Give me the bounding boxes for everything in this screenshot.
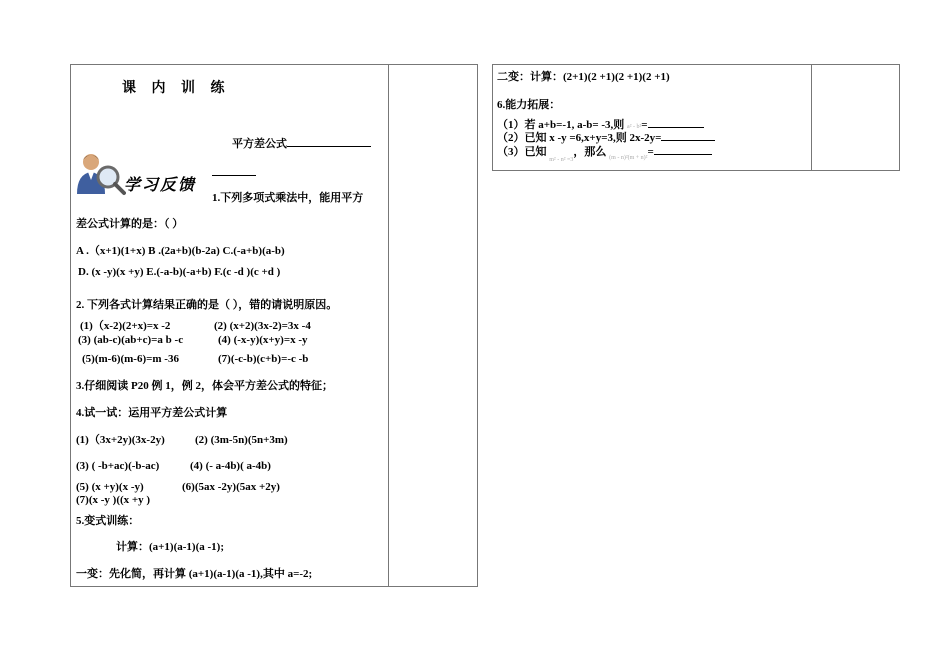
q2-item1: (1)（x-2)(2+x)=x -2 <box>80 320 171 332</box>
q5-title: 5.变式训练： <box>76 515 140 527</box>
q5-variant1: 一变：先化简，再计算 (a+1)(a-1)(a -1),其中 a=-2; <box>76 568 313 580</box>
variant2-text: 二变：计算：(2+1)(2 +1)(2 +1)(2 +1) <box>497 71 670 83</box>
q4-item3: (3) ( -b+ac)(-b-ac) <box>76 460 160 472</box>
q6-item3-condition: m² - n² =3 <box>549 157 574 163</box>
q6-item3-mid: ，那么 <box>573 146 607 158</box>
right-table-divider <box>811 64 812 171</box>
q3-text: 3.仔细阅读 P20 例 1，例 2，体会平方差公式的特征； <box>76 380 333 392</box>
q2-item7: (7)(-c-b)(c+b)=-c -b <box>218 353 309 365</box>
q6-item2-blank <box>661 140 715 141</box>
feedback-badge-text: 学习反馈 <box>124 175 197 194</box>
q6-item3-blank <box>654 154 712 155</box>
q2-item4: (4) (-x-y)(x+y)=x -y <box>218 334 308 346</box>
q1-line2: 差公式计算的是：（ ） <box>76 218 184 230</box>
section-title: 课 内 训 练 <box>122 81 231 96</box>
topic-line <box>232 137 371 151</box>
q4-title: 4.试一试：运用平方差公式计算 <box>76 407 228 419</box>
feedback-badge <box>74 150 206 196</box>
q2-item3: (3) (ab-c)(ab+c)=a b -c <box>78 334 184 346</box>
q4-item7: (7)(x -y )((x +y ) <box>76 494 151 506</box>
left-table-divider <box>388 64 389 587</box>
q2-intro: 2. 下列各式计算结果正确的是（ ），错的请说明原因。 <box>76 299 338 311</box>
q4-item4-part1: (4) (- <box>190 460 213 472</box>
topic-label: 平方差公式 <box>232 138 287 150</box>
q4-item5: (5) (x +y)(x -y) <box>76 481 144 493</box>
q2-item2: (2) (x+2)(3x-2)=3x -4 <box>214 320 311 332</box>
q4-item4-part2: a-4b)( <box>212 460 244 472</box>
q2-item5: (5)(m-6)(m-6)=m -36 <box>82 353 179 365</box>
q5-calc: 计算：(a+1)(a-1)(a -1); <box>116 541 224 553</box>
q1-options-row1: A .（x+1)(1+x) B .(2a+b)(b-2a) C.(-a+b)(a-b) <box>76 245 285 257</box>
q6-item3-text: （3）已知 <box>497 146 547 158</box>
q1-options-row2: D. (x -y)(x +y) E.(-a-b)(-a+b) F.(c -d )(c +d ) <box>78 266 281 278</box>
q6-title: 6.能力拓展： <box>497 99 561 111</box>
q6-item1-text: （1）若 a+b=-1, a-b= -3,则 <box>497 119 625 131</box>
q6-item1-expr: a² - b² <box>627 124 642 130</box>
q6-item2-text: （2）已知 x -y =6,x+y=3,则 2x-2y= <box>497 132 662 144</box>
q4-item6: (6)(5ax -2y)(5ax +2y) <box>182 481 280 493</box>
q6-item1-blank <box>648 127 704 128</box>
q6-item3-expression: (m - n)²(m + n)² <box>609 155 648 161</box>
q6-item3 <box>497 145 712 161</box>
q6-item3-eq: = <box>647 146 654 158</box>
q1-line1: 1.下列多项式乘法中，能用平方 <box>212 192 364 204</box>
q4-item4 <box>190 459 271 473</box>
q4-item1: (1)（3x+2y)(3x-2y) <box>76 434 165 446</box>
topic-blank <box>287 146 371 147</box>
badge-underline <box>212 175 256 176</box>
q4-item2: (2) (3m-5n)(5n+3m) <box>195 434 288 446</box>
q6-item1-eq: = <box>641 119 648 131</box>
q6-item2 <box>497 131 715 145</box>
learner-magnifier-icon <box>74 150 126 196</box>
q4-item4-part3: a-4b) <box>243 460 271 472</box>
